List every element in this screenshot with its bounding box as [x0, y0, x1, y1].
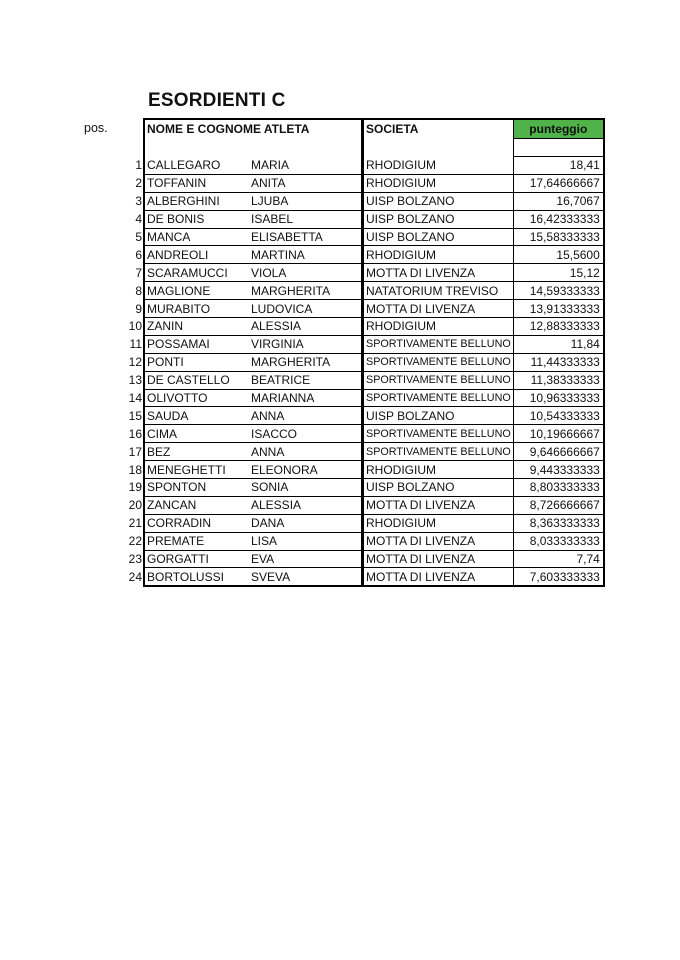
surname-cell: ANDREOLI — [144, 246, 249, 264]
table-row — [126, 568, 604, 586]
club-cell: NATATORIUM TREVISO — [363, 282, 514, 300]
surname-cell: OLIVOTTO — [144, 389, 249, 407]
score-cell: 10,19666667 — [513, 425, 604, 443]
spacer-club-cell — [363, 139, 514, 157]
firstname-cell: MARIANNA — [249, 389, 363, 407]
pos-cell: 18 — [128, 462, 142, 477]
pos-cell: 10 — [128, 319, 142, 334]
firstname-cell: ALESSIA — [249, 496, 363, 514]
header-pos-cell — [126, 119, 144, 139]
table-row — [126, 264, 604, 282]
pos-cell: 4 — [135, 212, 142, 227]
firstname-cell: LISA — [249, 532, 363, 550]
surname-cell: BORTOLUSSI — [144, 568, 249, 586]
pos-cell: 5 — [135, 230, 142, 244]
table-row — [126, 407, 604, 425]
position-column-label: pos. — [84, 121, 108, 135]
table-row — [126, 550, 604, 568]
pos-cell: 17 — [128, 444, 142, 459]
surname-cell: DE BONIS — [144, 210, 249, 228]
club-cell: MOTTA DI LIVENZA — [363, 532, 514, 550]
club-cell: RHODIGIUM — [363, 318, 514, 336]
firstname-cell: BEATRICE — [249, 371, 363, 389]
firstname-cell: MARGHERITA — [249, 282, 363, 300]
spacer-pos-cell — [126, 139, 144, 157]
pos-cell: 21 — [128, 516, 142, 531]
firstname-cell: VIRGINIA — [249, 335, 363, 353]
club-cell: UISP BOLZANO — [363, 210, 514, 228]
surname-cell: MURABITO — [144, 300, 249, 318]
table-row — [126, 157, 604, 175]
pos-cell: 1 — [135, 158, 142, 173]
surname-cell: ZANIN — [144, 318, 249, 336]
club-cell: MOTTA DI LIVENZA — [363, 496, 514, 514]
table-row — [126, 496, 604, 514]
club-cell: MOTTA DI LIVENZA — [363, 550, 514, 568]
results-table-container — [126, 118, 605, 587]
table-row — [126, 318, 604, 336]
table-row — [126, 443, 604, 461]
club-cell: SPORTIVAMENTE BELLUNO — [363, 335, 514, 353]
pos-cell: 8 — [135, 283, 142, 298]
pos-cell: 7 — [135, 265, 142, 280]
table-header-row — [126, 119, 604, 139]
pos-cell: 23 — [128, 552, 142, 567]
score-cell: 8,803333333 — [513, 479, 604, 497]
surname-cell: MANCA — [144, 228, 249, 246]
score-cell: 8,363333333 — [513, 514, 604, 532]
firstname-cell: ANITA — [249, 174, 363, 192]
page-title: ESORDIENTI C — [148, 90, 286, 111]
table-row — [126, 425, 604, 443]
pos-cell: 14 — [128, 391, 142, 406]
pos-cell: 22 — [128, 534, 142, 549]
club-cell: UISP BOLZANO — [363, 228, 514, 246]
table-row — [126, 389, 604, 407]
firstname-cell: LJUBA — [249, 192, 363, 210]
firstname-cell: MARTINA — [249, 246, 363, 264]
surname-cell: SPONTON — [144, 479, 249, 497]
table-row — [126, 210, 604, 228]
surname-cell: BEZ — [144, 443, 249, 461]
firstname-cell: ALESSIA — [249, 318, 363, 336]
table-spacer-row — [126, 139, 604, 157]
club-cell: UISP BOLZANO — [363, 407, 514, 425]
firstname-cell: ANNA — [249, 407, 363, 425]
surname-cell: SAUDA — [144, 407, 249, 425]
firstname-cell: ELEONORA — [249, 461, 363, 479]
score-cell: 10,54333333 — [513, 407, 604, 425]
score-cell: 11,38333333 — [513, 371, 604, 389]
pos-cell: 6 — [135, 247, 142, 262]
club-cell: SPORTIVAMENTE BELLUNO — [363, 443, 514, 461]
score-cell: 15,12 — [513, 264, 604, 282]
score-cell: 8,726666667 — [513, 496, 604, 514]
header-name: NOME E COGNOME ATLETA — [144, 119, 363, 139]
surname-cell: MAGLIONE — [144, 282, 249, 300]
firstname-cell: SONIA — [249, 479, 363, 497]
table-row — [126, 300, 604, 318]
table-row — [126, 174, 604, 192]
firstname-cell: ELISABETTA — [249, 228, 363, 246]
pos-cell: 11 — [129, 337, 142, 352]
pos-cell: 20 — [128, 498, 142, 513]
club-cell: RHODIGIUM — [363, 246, 514, 264]
results-table — [126, 118, 605, 587]
surname-cell: TOFFANIN — [144, 174, 249, 192]
pos-cell: 2 — [135, 176, 142, 191]
surname-cell: CALLEGARO — [144, 157, 249, 175]
pos-cell: 24 — [128, 570, 142, 585]
club-cell: MOTTA DI LIVENZA — [363, 264, 514, 282]
club-cell: MOTTA DI LIVENZA — [363, 300, 514, 318]
table-row — [126, 479, 604, 497]
table-row — [126, 353, 604, 371]
score-cell: 11,84 — [513, 335, 604, 353]
firstname-cell: EVA — [249, 550, 363, 568]
club-cell: RHODIGIUM — [363, 157, 514, 175]
pos-cell: 12 — [128, 355, 142, 370]
surname-cell: ZANCAN — [144, 496, 249, 514]
table-row — [126, 228, 604, 246]
firstname-cell: VIOLA — [249, 264, 363, 282]
club-cell: SPORTIVAMENTE BELLUNO — [363, 371, 514, 389]
score-cell: 9,646666667 — [513, 443, 604, 461]
table-row — [126, 371, 604, 389]
spacer-score-cell — [513, 139, 604, 157]
score-cell: 15,58333333 — [513, 228, 604, 246]
score-cell: 13,91333333 — [513, 300, 604, 318]
club-cell: RHODIGIUM — [363, 514, 514, 532]
firstname-cell: SVEVA — [249, 568, 363, 586]
score-cell: 17,64666667 — [513, 174, 604, 192]
score-cell: 7,74 — [513, 550, 604, 568]
club-cell: UISP BOLZANO — [363, 479, 514, 497]
pos-cell: 3 — [135, 194, 142, 209]
table-row — [126, 192, 604, 210]
score-cell: 11,44333333 — [513, 353, 604, 371]
club-cell: SPORTIVAMENTE BELLUNO — [363, 389, 514, 407]
surname-cell: PREMATE — [144, 532, 249, 550]
firstname-cell: ISABEL — [249, 210, 363, 228]
score-cell: 10,96333333 — [513, 389, 604, 407]
score-cell: 14,59333333 — [513, 282, 604, 300]
club-cell: UISP BOLZANO — [363, 192, 514, 210]
table-row — [126, 532, 604, 550]
score-cell: 18,41 — [513, 157, 604, 175]
surname-cell: POSSAMAI — [144, 335, 249, 353]
firstname-cell: LUDOVICA — [249, 300, 363, 318]
score-cell: 16,42333333 — [513, 210, 604, 228]
club-cell: RHODIGIUM — [363, 461, 514, 479]
club-cell: SPORTIVAMENTE BELLUNO — [363, 425, 514, 443]
firstname-cell: MARGHERITA — [249, 353, 363, 371]
surname-cell: PONTI — [144, 353, 249, 371]
firstname-cell: MARIA — [249, 157, 363, 175]
spacer-surname-cell — [144, 139, 249, 157]
table-row — [126, 282, 604, 300]
table-row — [126, 514, 604, 532]
spacer-firstname-cell — [249, 139, 363, 157]
table-row — [126, 335, 604, 353]
header-score: punteggio — [513, 119, 604, 139]
surname-cell: DE CASTELLO — [144, 371, 249, 389]
surname-cell: ALBERGHINI — [144, 192, 249, 210]
club-cell: SPORTIVAMENTE BELLUNO — [363, 353, 514, 371]
club-cell: MOTTA DI LIVENZA — [363, 568, 514, 586]
surname-cell: CIMA — [144, 425, 249, 443]
score-cell: 12,88333333 — [513, 318, 604, 336]
surname-cell: GORGATTI — [144, 550, 249, 568]
score-cell: 8,033333333 — [513, 532, 604, 550]
table-row — [126, 246, 604, 264]
score-cell: 15,5600 — [513, 246, 604, 264]
firstname-cell: ISACCO — [249, 425, 363, 443]
pos-cell: 13 — [128, 373, 142, 388]
pos-cell: 9 — [135, 301, 142, 316]
score-cell: 9,443333333 — [513, 461, 604, 479]
pos-cell: 16 — [128, 426, 142, 441]
surname-cell: CORRADIN — [144, 514, 249, 532]
firstname-cell: DANA — [249, 514, 363, 532]
score-cell: 16,7067 — [513, 192, 604, 210]
header-club: SOCIETA — [363, 119, 514, 139]
club-cell: RHODIGIUM — [363, 174, 514, 192]
surname-cell: MENEGHETTI — [144, 461, 249, 479]
score-cell: 7,603333333 — [513, 568, 604, 586]
pos-cell: 15 — [128, 408, 142, 423]
surname-cell: SCARAMUCCI — [144, 264, 249, 282]
pos-cell: 19 — [128, 480, 142, 495]
firstname-cell: ANNA — [249, 443, 363, 461]
table-row — [126, 461, 604, 479]
